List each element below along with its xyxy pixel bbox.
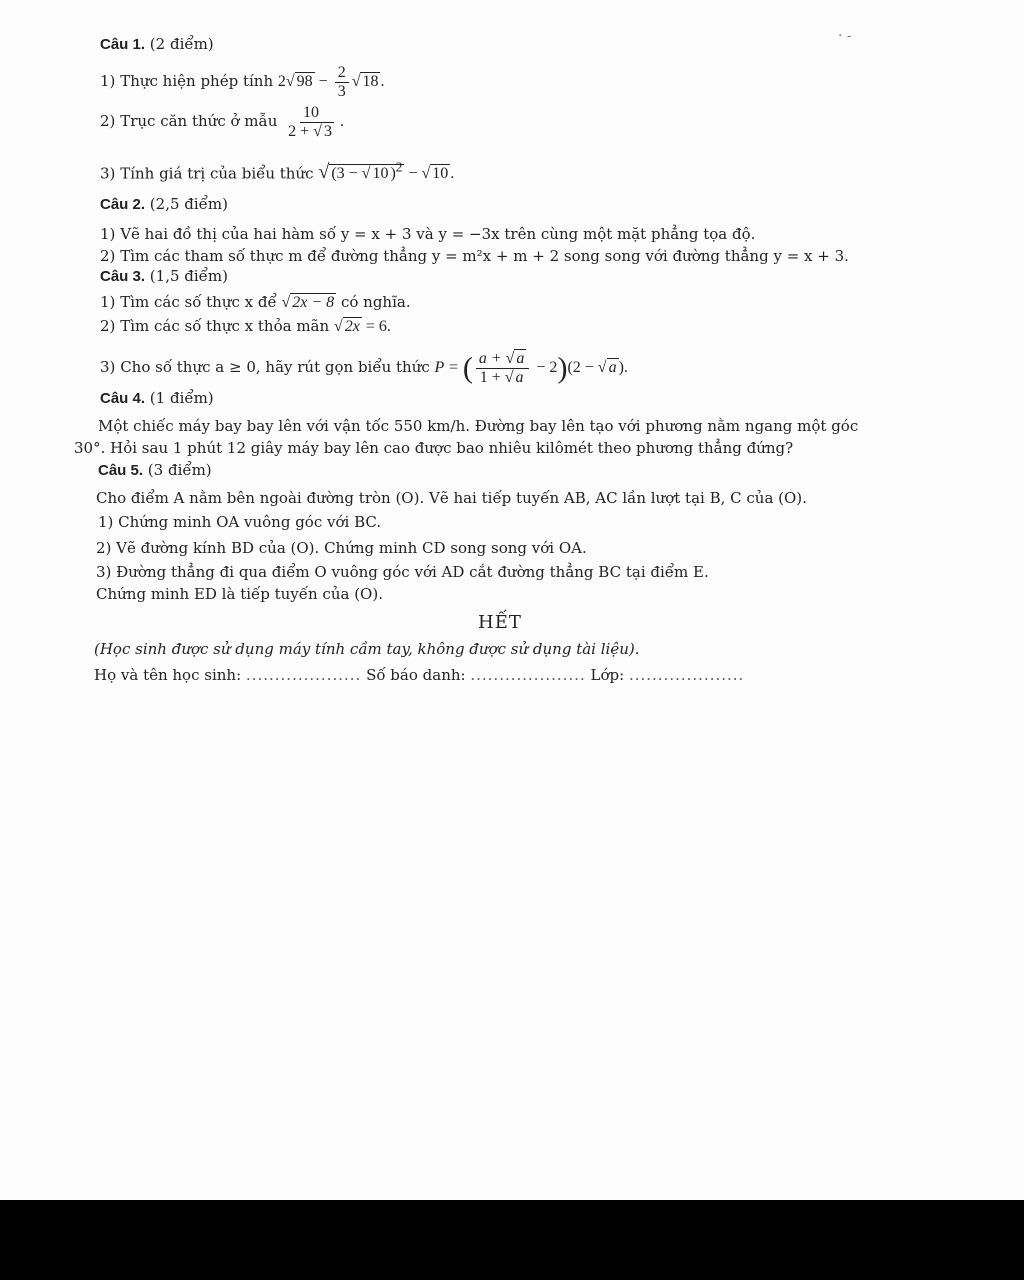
question-3-item-1: 1) Tìm các số thực x để √ 2x − 8 có nghĩa. <box>100 293 411 311</box>
class-label: Lớp: <box>590 666 625 684</box>
question-3-item-2: 2) Tìm các số thực x thỏa mãn √ 2x = 6. <box>100 317 391 335</box>
question-5-line-2: 1) Chứng minh OA vuông góc với BC. <box>98 513 382 531</box>
question-4-heading: Câu 4. (1 điểm) <box>100 389 214 407</box>
end-marker: HẾT <box>478 612 522 633</box>
question-5-line-5: Chứng minh ED là tiếp tuyến của (O). <box>96 585 383 603</box>
expression-1-2: $\frac{10}{2 + √ 3}$ . <box>288 104 344 140</box>
question-1-item-3: 3) Tính giá trị của biểu thức √ (3 − √ 10 )$^2$ − √ 10 . <box>100 160 455 184</box>
question-1-item-1: 1) Thực hiện phép tính 2√ 98 − $\frac{2}{3}$ √ 18 . <box>100 64 385 100</box>
student-info-line <box>94 666 744 684</box>
exam-note: (Học sinh được sử dụng máy tính cầm tay, không được sử dụng tài liệu). <box>94 640 640 658</box>
corner-mark: · - <box>838 28 852 44</box>
expression-3-3: P = ( $\frac{a + √ a}{1 + √ a}$ − 2)(2 − √ a ). <box>434 350 628 386</box>
class-field: .................... <box>628 666 745 684</box>
id-field: .................... <box>470 666 586 684</box>
question-1-heading: Câu 1. (2 điểm) <box>100 35 214 53</box>
question-4-text-line-1: Một chiếc máy bay bay lên với vận tốc 550 km/h. Đường bay lên tạo với phương nằm ngang một góc <box>98 417 859 435</box>
expression-1-1: 2√ 98 − $\frac{2}{3}$ √ 18 . <box>277 64 385 100</box>
question-3-heading: Câu 3. (1,5 điểm) <box>100 267 228 285</box>
expression-1-3: √ (3 − √ 10 )$^2$ − √ 10 . <box>318 160 455 184</box>
name-field: .................... <box>245 666 362 684</box>
question-5-line-3: 2) Vẽ đường kính BD của (O). Chứng minh CD song song với OA. <box>96 539 587 557</box>
expression-3-2: √ 2x = 6. <box>333 318 391 335</box>
expression-3-1: √ 2x − 8 <box>281 294 335 311</box>
question-2-item-1: 1) Vẽ hai đồ thị của hai hàm số y = x + 3 và y = −3x trên cùng một mặt phẳng tọa độ. <box>100 225 756 243</box>
question-5-heading: Câu 5. (3 điểm) <box>98 461 212 479</box>
id-label: Số báo danh: <box>366 666 466 684</box>
question-4-text-line-2: 30°. Hỏi sau 1 phút 12 giây máy bay lên cao được bao nhiêu kilômét theo phương thẳng đứng? <box>74 439 794 457</box>
scan-border <box>0 1200 1024 1280</box>
question-1-item-2: 2) Trục căn thức ở mẫu $\frac{10}{2 + √ 3}$ . <box>100 104 344 140</box>
question-2-item-2: 2) Tìm các tham số thực m để đường thẳng y = m²x + m + 2 song song với đường thẳng y = x + 3. <box>100 247 849 265</box>
name-label: Họ và tên học sinh: <box>94 666 242 684</box>
question-5-line-1: Cho điểm A nằm bên ngoài đường tròn (O). Vẽ hai tiếp tuyến AB, AC lần lượt tại B, C của (O). <box>96 489 807 507</box>
question-3-item-3: 3) Cho số thực a ≥ 0, hãy rút gọn biểu thức P = ( $\frac{a + √ a}{1 + √ a}$ − 2)(2 − √ a ). <box>100 350 628 386</box>
question-5-line-4: 3) Đường thẳng đi qua điểm O vuông góc với AD cắt đường thẳng BC tại điểm E. <box>96 563 709 581</box>
question-2-heading: Câu 2. (2,5 điểm) <box>100 195 228 213</box>
